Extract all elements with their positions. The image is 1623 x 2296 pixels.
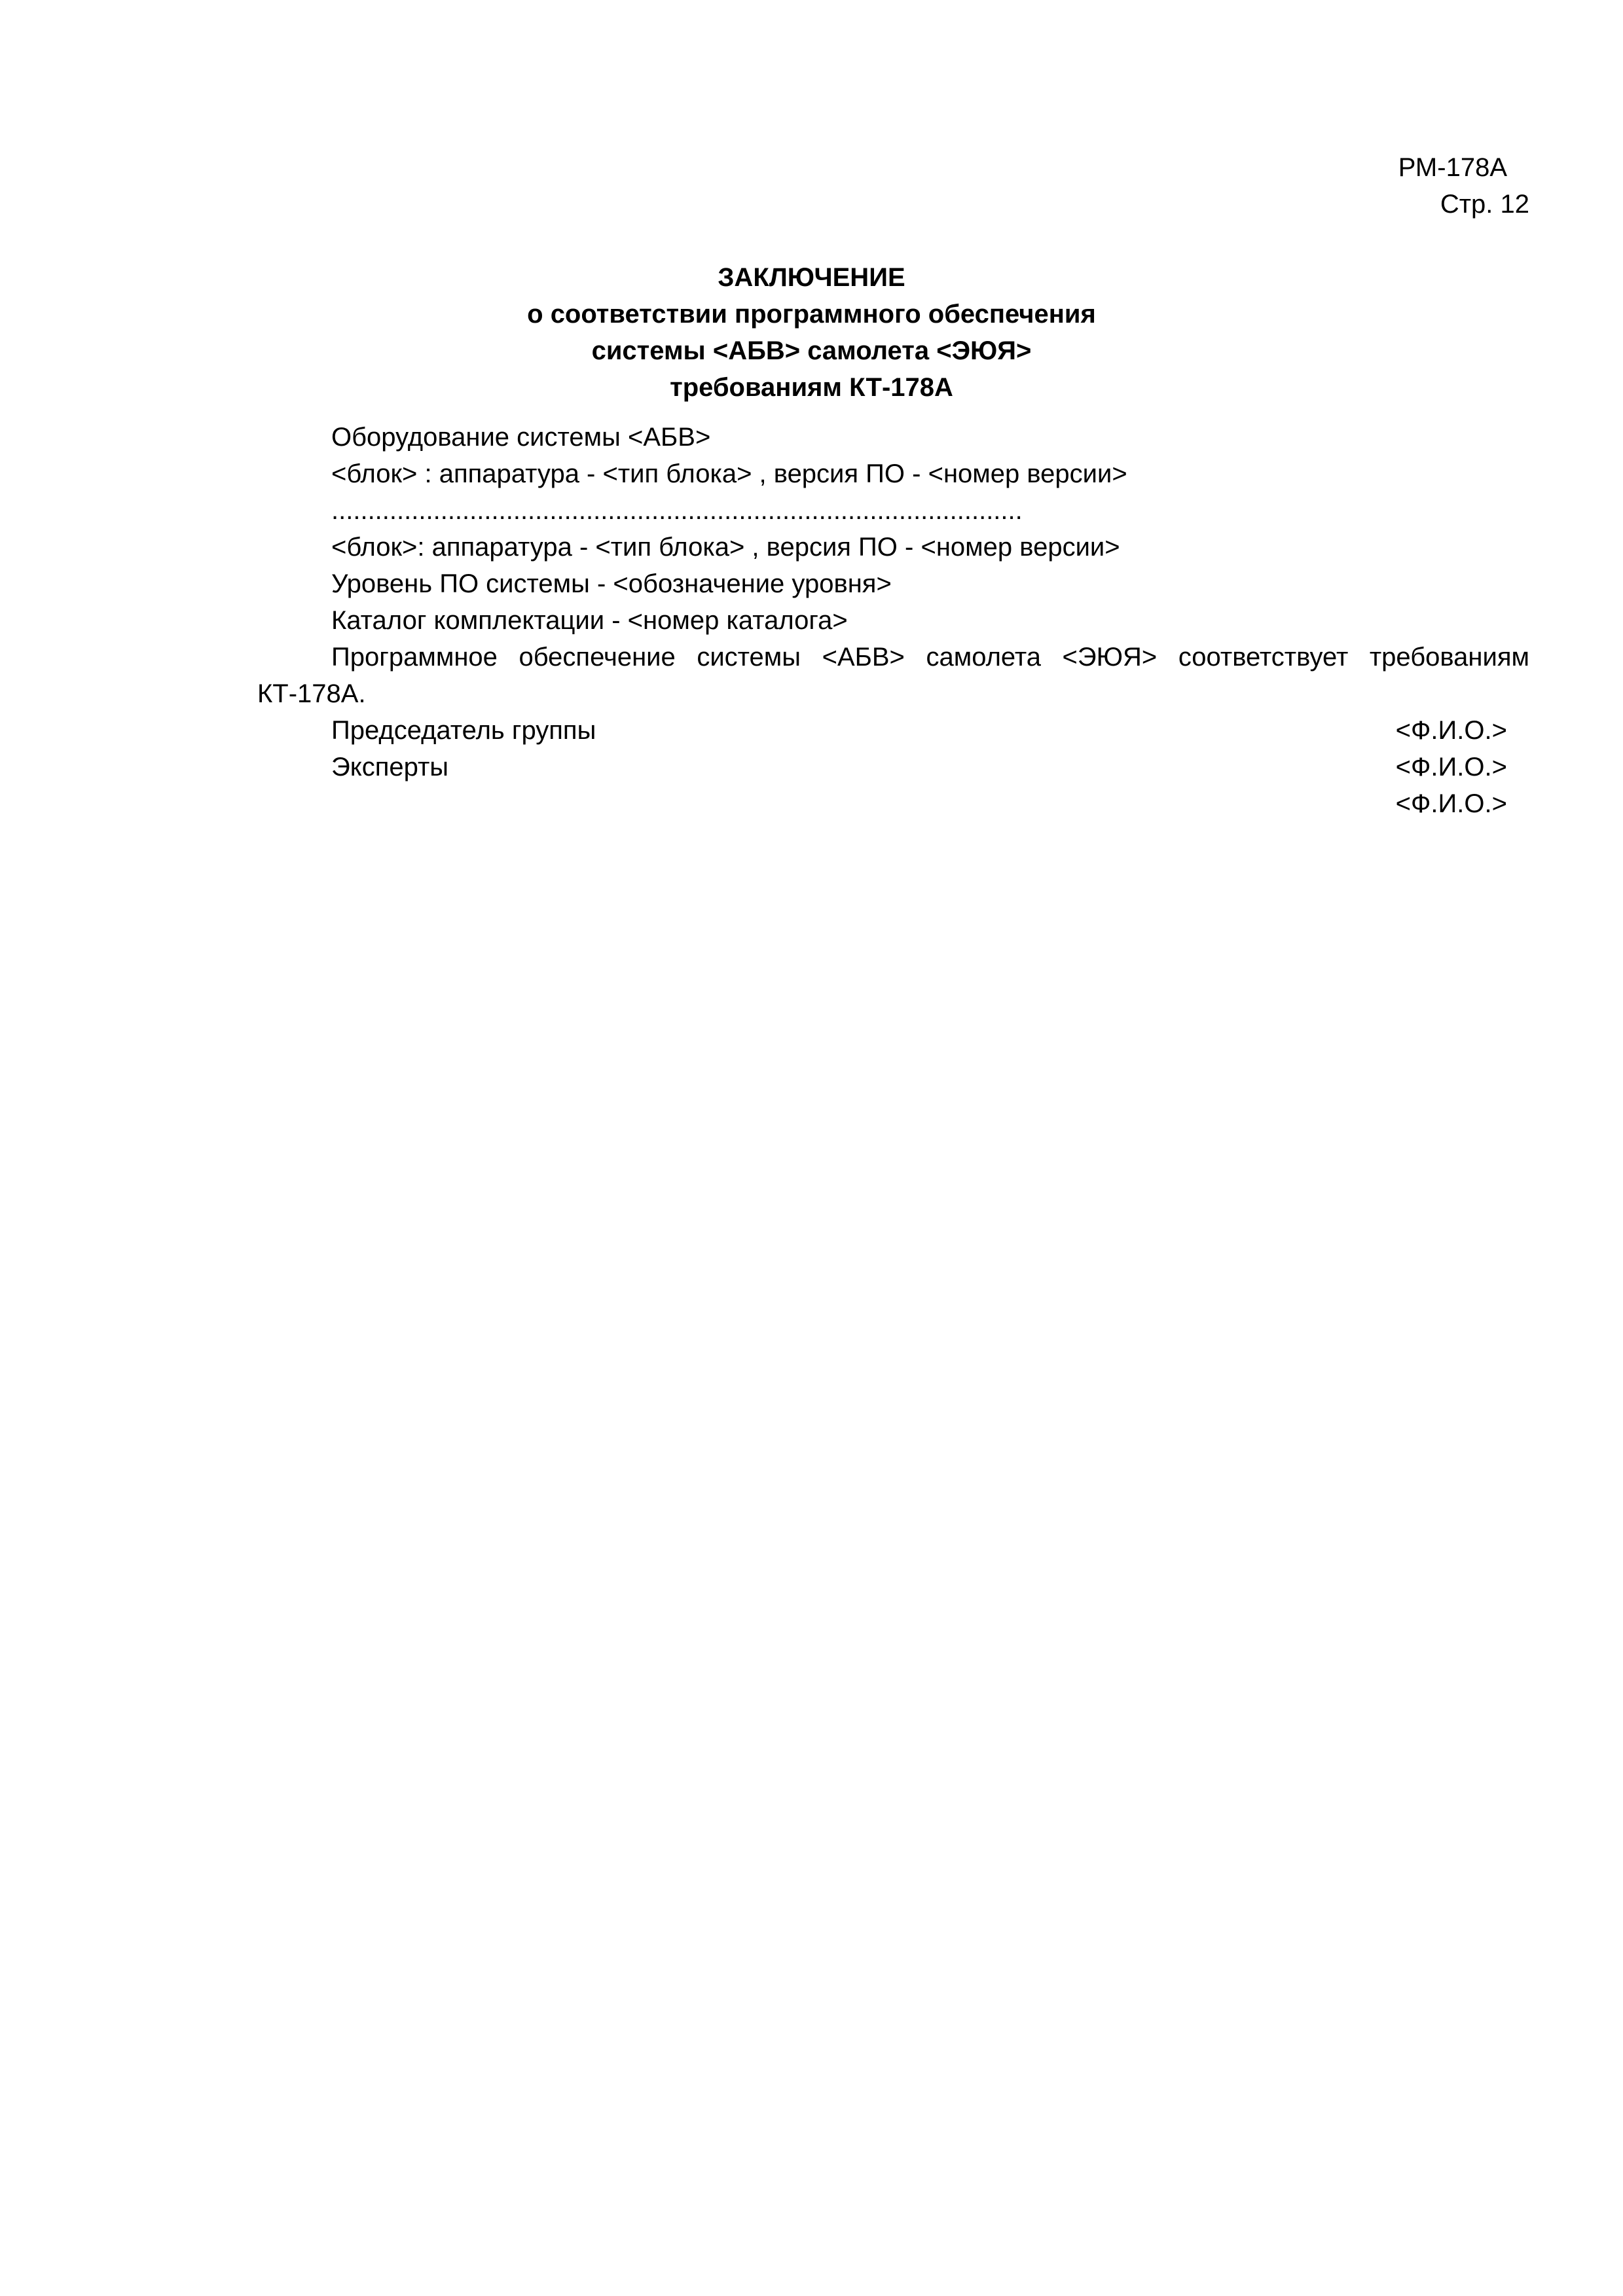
expert-signature-row-2 <box>257 785 1529 822</box>
software-level-line: Уровень ПО системы - <обозначение уровня> <box>331 569 892 598</box>
title-line-2: о соответствии программного обеспечения <box>527 300 1096 329</box>
title-line-3: системы <АБВ> самолета <ЭЮЯ> <box>591 336 1032 365</box>
chair-signature-row <box>257 712 1529 749</box>
chair-label: Председатель группы <box>331 716 596 745</box>
expert-name-1: <Ф.И.О.> <box>1395 753 1507 781</box>
document-body <box>257 419 1529 822</box>
page-number: Стр. 12 <box>1440 190 1529 219</box>
catalog-line: Каталог комплектации - <номер каталога> <box>331 606 848 635</box>
experts-signature-row <box>257 749 1529 785</box>
expert-name-2: <Ф.И.О.> <box>1395 789 1507 818</box>
page-header <box>1267 149 1529 223</box>
dotted-placeholder-line: ............................................................................................... <box>331 496 1023 525</box>
document-code: РМ-178А <box>1398 153 1507 182</box>
title-line-1: ЗАКЛЮЧЕНИЕ <box>718 263 905 292</box>
experts-label: Эксперты <box>331 753 449 781</box>
equipment-line: Оборудование системы <АБВ> <box>331 423 711 452</box>
document-title <box>0 259 1623 406</box>
chair-name: <Ф.И.О.> <box>1395 716 1507 745</box>
title-line-4: требованиям КТ-178А <box>670 373 953 402</box>
conclusion-paragraph: Программное обеспечение системы <АБВ> самолета <ЭЮЯ> соответствует требованиям КТ-178А. <box>257 643 1529 708</box>
block-line-2: <блок>: аппаратура - <тип блока> , версия ПО - <номер версии> <box>331 533 1120 562</box>
block-line-1: <блок> : аппаратура - <тип блока> , версия ПО - <номер версии> <box>331 459 1127 488</box>
